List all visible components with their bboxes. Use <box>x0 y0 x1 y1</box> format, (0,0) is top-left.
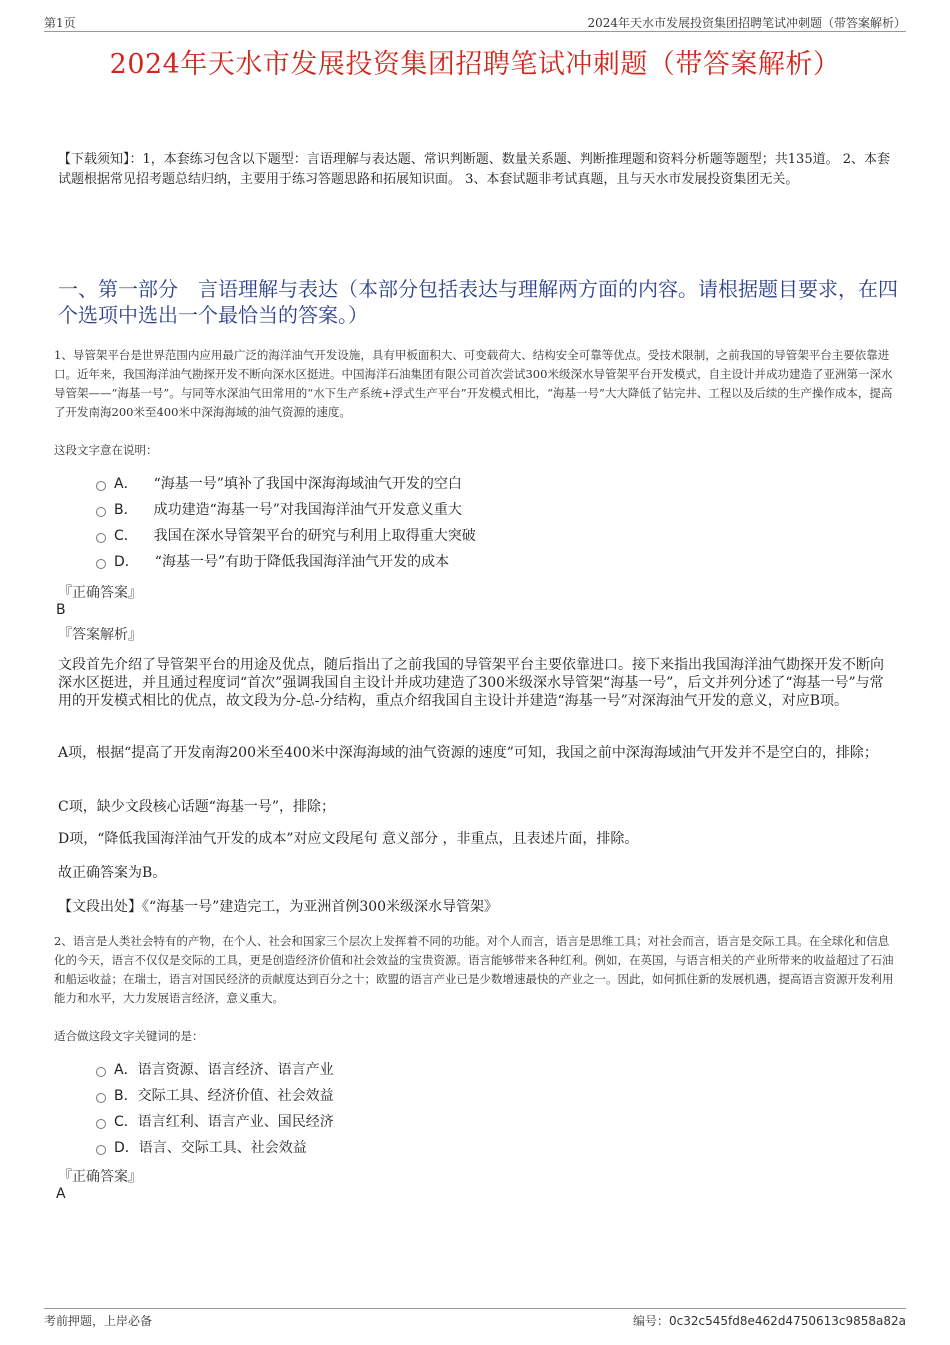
source-citation: 【文段出处】《“海基一号”建造完工，为亚洲首例300米级深水导管架》 <box>58 899 499 915</box>
radio-icon[interactable] <box>96 533 106 543</box>
option-d[interactable]: D． “海基一号”有助于降低我国海洋油气开发的成本 <box>96 552 476 578</box>
correct-answer: A <box>56 1186 66 1202</box>
section-heading: 一、第一部分 言语理解与表达（本部分包括表达与理解两方面的内容。请根据题目要求，在四个选项中选出一个最恰当的答案。） <box>58 277 898 327</box>
download-notice: 【下载须知】：1，本套练习包含以下题型：言语理解与表达题、常识判断题、数量关系题、判断推理题和资料分析题等题型；共135道。 2、本套试题根据常见招考题总结归纳，主要用于练习答题思路和拓展知识面。 3、本套试题非考试真题，且与天水市发展投资集团无关。 <box>58 152 890 187</box>
question-2-prompt: 适合做这段文字关键词的是： <box>54 1029 204 1043</box>
radio-icon[interactable] <box>96 1119 106 1129</box>
radio-icon[interactable] <box>96 1145 106 1155</box>
option-b[interactable]: B．交际工具、经济价值、社会效益 <box>96 1086 334 1112</box>
question-1-options <box>96 474 476 578</box>
question-1-text: 1、导管架平台是世界范围内应用最广泛的海洋油气开发设施，具有甲板面积大、可变载荷大、结构安全可靠等优点。受技术限制，之前我国的导管架平台主要依靠进口。近年来，我国海洋油气勘探开发不断向深水区挺进。中国海洋石油集团有限公司首次尝试300米级深水导管架平台开发模式，自主设计并成功建造了亚洲第一深水导管架——“海基一号”。与同等水深油气田常用的“水下生产系统+浮式生产平台”开发模式相比，“海基一号”大大降低了钻完井、工程以及后续的生产操作成本，提高了开发南海200米至400米中深海海域的油气资源的速度。 <box>54 348 893 419</box>
analysis-paragraph: 文段首先介绍了导管架平台的用途及优点，随后指出了之前我国的导管架平台主要依靠进口。接下来指出我国海洋油气勘探开发不断向深水区挺进，并且通过程度词“首次”强调我国自主设计并成功建造了300米级深水导管架“海基一号”，后文并列分述了“海基一号”与常用的开发模式相比的优点，故文段为分-总-分结构，重点介绍我国自主设计并建造“海基一号”对深海油气开发的意义，对应B项。 <box>58 657 884 709</box>
analysis-paragraph: 故正确答案为B。 <box>58 865 167 881</box>
analysis-paragraph: D项，“降低我国海洋油气开发的成本”对应文段尾句 意义部分 ，非重点，且表述片面，排除。 <box>58 831 639 847</box>
document-code: 编号：0c32c545fd8e462d4750613c9858a82a <box>633 1314 906 1328</box>
option-c[interactable]: C． 我国在深水导管架平台的研究与利用上取得重大突破 <box>96 526 476 552</box>
header-divider <box>44 31 906 32</box>
option-a[interactable]: A． “海基一号”填补了我国中深海海域油气开发的空白 <box>96 474 476 500</box>
analysis-paragraph: A项，根据“提高了开发南海200米至400米中深海海域的油气资源的速度”可知，我国之前中深海海域油气开发并不是空白的，排除； <box>58 745 878 761</box>
question-2-text: 2、语言是人类社会特有的产物，在个人、社会和国家三个层次上发挥着不同的功能。对个人而言，语言是思维工具；对社会而言，语言是交际工具。在全球化和信息化的今天，语言不仅仅是交际的工具，更是创造经济价值和社会效益的宝贵资源。语言能够带来各种红利。例如，在英国，与语言相关的产业所带来的收益超过了石油和船运收益；在瑞士，语言对国民经济的贡献度达到百分之十；欧盟的语言产业已是少数增速最快的产业之一。因此，如何抓住新的发展机遇，提高语言资源开发利用能力和水平，大力发展语言经济，意义重大。 <box>54 934 894 1005</box>
answer-label: 『正确答案』 <box>58 585 142 601</box>
option-a[interactable]: A．语言资源、语言经济、语言产业 <box>96 1060 334 1086</box>
document-title: 2024年天水市发展投资集团招聘笔试冲刺题（带答案解析） <box>109 49 841 80</box>
analysis-label: 『答案解析』 <box>58 627 142 643</box>
option-d[interactable]: D．语言、交际工具、社会效益 <box>96 1138 334 1164</box>
page-number: 第1页 <box>44 16 76 30</box>
header-doc-title: 2024年天水市发展投资集团招聘笔试冲刺题（带答案解析） <box>587 16 906 30</box>
question-1-prompt: 这段文字意在说明： <box>54 443 158 457</box>
answer-label: 『正确答案』 <box>58 1169 142 1185</box>
radio-icon[interactable] <box>96 507 106 517</box>
page-header <box>44 10 906 30</box>
footer-divider <box>44 1308 906 1309</box>
radio-icon[interactable] <box>96 1093 106 1103</box>
radio-icon[interactable] <box>96 559 106 569</box>
footer-slogan: 考前押题，上岸必备 <box>44 1314 153 1328</box>
question-2-options <box>96 1060 334 1164</box>
analysis-paragraph: C项，缺少文段核心话题“海基一号”，排除； <box>58 799 336 815</box>
option-b[interactable]: B． 成功建造“海基一号”对我国海洋油气开发意义重大 <box>96 500 476 526</box>
radio-icon[interactable] <box>96 1067 106 1077</box>
page-footer <box>44 1312 906 1329</box>
option-c[interactable]: C．语言红利、语言产业、国民经济 <box>96 1112 334 1138</box>
correct-answer: B <box>56 602 66 618</box>
radio-icon[interactable] <box>96 481 106 491</box>
